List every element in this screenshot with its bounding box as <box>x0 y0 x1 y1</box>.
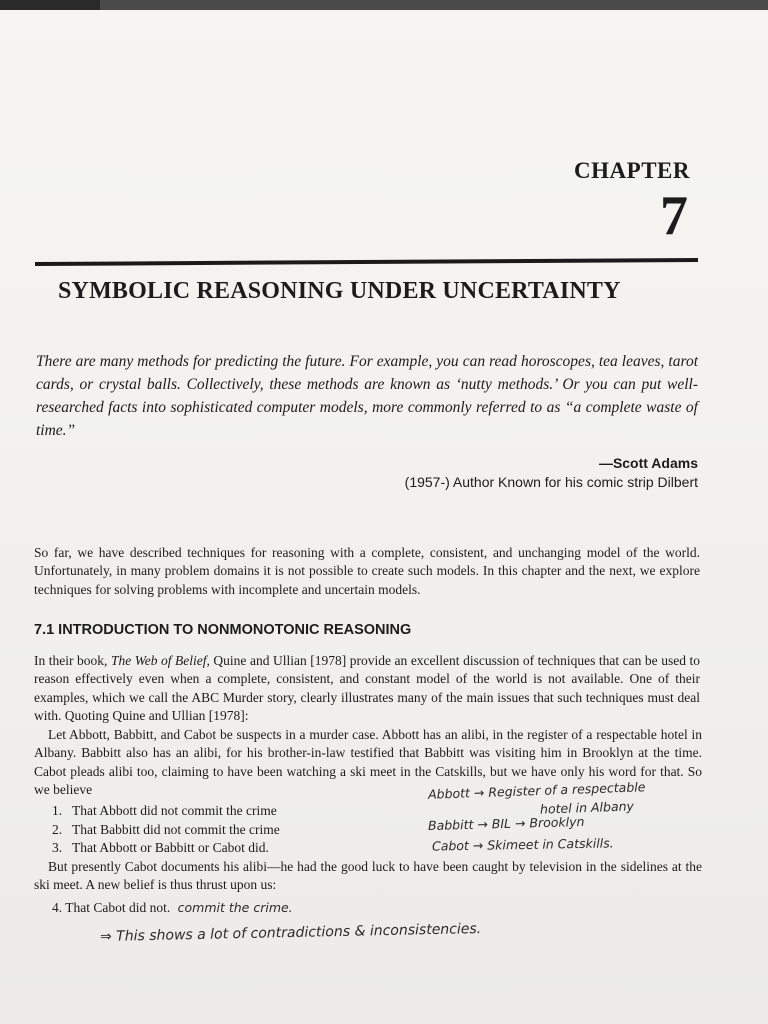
chapter-number: 7 <box>660 185 688 247</box>
para1-rest: Quine and Ullian [1978] provide an excellent discussion of techniques that can be used to reason effectively even when a complete, consistent, and constant model of the world is not available. One of their examples, which we call the ABC Murder story, clearly illustrates many of the main issues that such techniques must deal with. Quoting Quine and Ullian [1978]: <box>34 653 700 724</box>
page-top-edge <box>0 0 768 10</box>
chapter-rule-divider <box>35 258 698 266</box>
list-item: 1. That Abbott did not commit the crime <box>52 803 277 818</box>
handwritten-note-abbott-1: Abbott → Register of a respectable <box>427 779 646 802</box>
beliefs-list <box>52 802 382 858</box>
list-item: 3. That Abbott or Babbitt or Cabot did. <box>52 840 269 855</box>
section-paragraph-3 <box>34 858 702 895</box>
section-paragraph-1 <box>34 652 700 726</box>
epigraph-author-description: (1957-) Author Known for his comic strip Dilbert <box>404 474 698 490</box>
handwritten-note-cabot: Cabot → Skimeet in Catskills. <box>431 835 614 854</box>
handwritten-note-babbitt: Babbitt → BIL → Brooklyn <box>427 813 585 834</box>
epigraph-author: —Scott Adams <box>598 455 698 471</box>
chapter-label: CHAPTER <box>574 158 690 183</box>
list-item: 2. That Babbitt did not commit the crime <box>52 821 280 837</box>
handwritten-conclusion: ⇒ This shows a lot of contradictions & inconsistencies. <box>99 921 482 945</box>
epigraph-quote: There are many methods for predicting the future. For example, you can read horoscopes, tea leaves, tarot cards, or crystal balls. Collectively, these methods are known as ‘nutty methods.’ Or you can put well-researched facts into sophisticated computer models, more commonly referred to as “a complete waste of time.” <box>36 353 698 439</box>
handwritten-item4-continuation: commit the crime. <box>177 900 293 915</box>
belief-4: 4. That Cabot did not. commit the crime. <box>52 900 293 915</box>
para2-text: Let Abbott, Babbitt, and Cabot be suspects in a murder case. Abbott has an alibi, in the register of a respectable hotel in Albany. Babbitt also has an alibi, for his brother-in-law testified that Babbitt was visiting him in Brooklyn at the time. Cabot pleads alibi too, claiming to have been watching a ski meet in the Catskills, but we have only his word for that. So we believe <box>34 727 702 798</box>
intro-paragraph: So far, we have described techniques for reasoning with a complete, consistent, and unchanging model of the world. Unfortunately, in many problem domains it is not possible to create such models. In this chapter and the next, we explore techniques for solving problems with incomplete and uncertain models. <box>34 545 700 597</box>
para1-prefix: In their book, <box>34 653 111 668</box>
handwritten-note-abbott-2: hotel in Albany <box>539 798 635 817</box>
section-heading: 7.1 INTRODUCTION TO NONMONOTONIC REASONING <box>34 622 412 638</box>
chapter-title: SYMBOLIC REASONING UNDER UNCERTAINTY <box>58 278 621 304</box>
book-title: The Web of Belief, <box>110 653 210 668</box>
para3-text: But presently Cabot documents his alibi—he had the good luck to have been caught by television in the sidelines at the ski meet. A new belief is thus thrust upon us: <box>34 859 702 893</box>
